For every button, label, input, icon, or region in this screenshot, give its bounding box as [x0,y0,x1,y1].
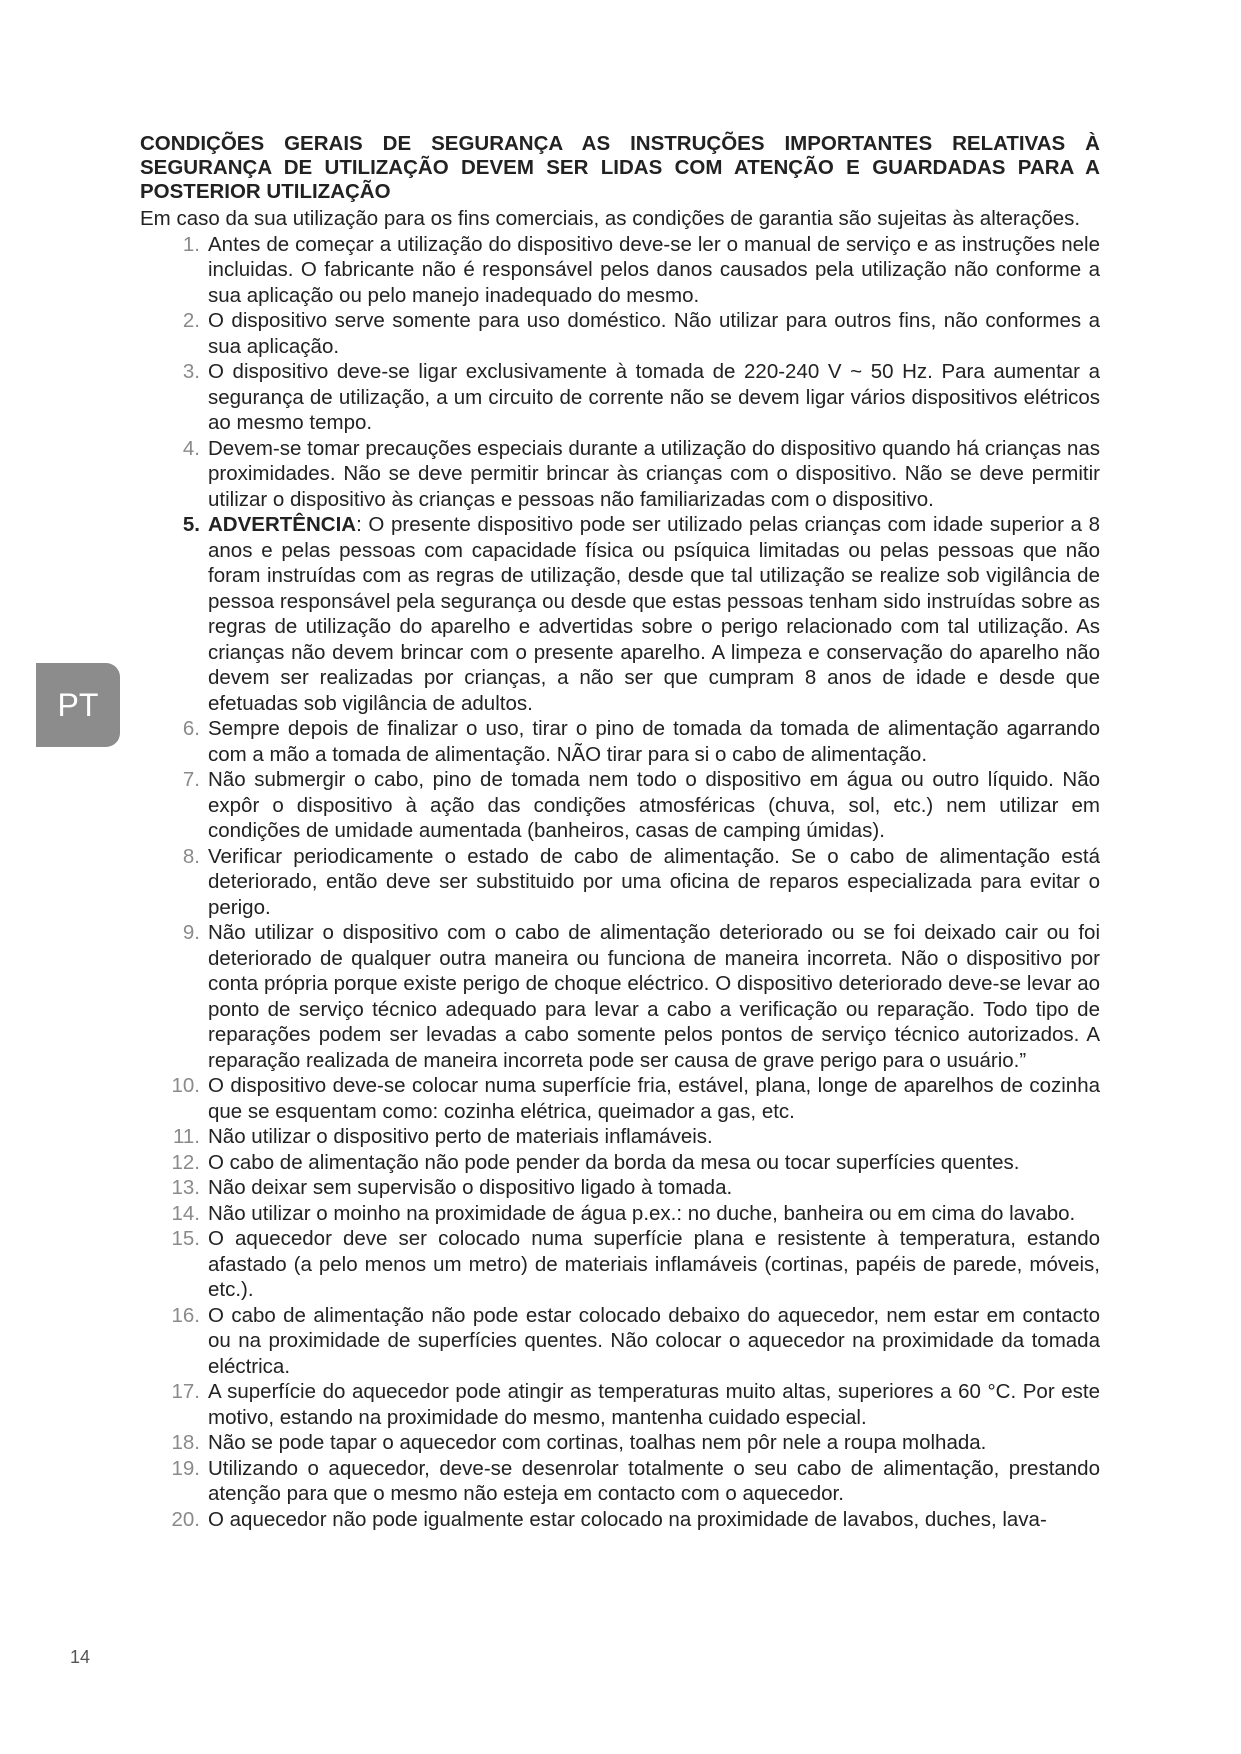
list-item [140,920,1100,1073]
list-item [140,1507,1100,1533]
list-item [140,232,1100,309]
language-tab: PT [36,663,120,747]
item-number: 13. [171,1176,200,1199]
intro-paragraph: Em caso da sua utilização para os fins comerciais, as condições de garantia são sujeitas às alterações. [140,207,1081,230]
item-number: 12. [171,1150,200,1174]
item-text: Não submergir o cabo, pino de tomada nem todo o dispositivo em água ou outro líquido. Não expôr o dispositivo à ação das condições atmosféricas (chuva, sol, etc.) nem utilizar em condições de umidade aumentada (banheiros, casas de camping úmidas). [208,768,1100,842]
item-text: O cabo de alimentação não pode estar colocado debaixo do aquecedor, nem estar em contacto ou na proximidade de superfícies quentes. Não colocar o aquecedor na proximidade da tomada eléctrica. [208,1303,1100,1378]
item-text: Sempre depois de finalizar o uso, tirar o pino de tomada da tomada de alimentação agarrando com a mão a tomada de alimentação. NÃO tirar para si o cabo de alimentação. [208,717,1100,766]
item-text: Verificar periodicamente o estado de cabo de alimentação. Se o cabo de alimentação está deteriorado, então deve ser substituido por uma oficina de reparos especializada para evitar o perigo. [208,844,1100,919]
item-text: Utilizando o aquecedor, deve-se desenrolar totalmente o seu cabo de alimentação, prestando atenção para que o mesmo não esteja em contacto com o aquecedor. [208,1456,1100,1505]
item-text: O dispositivo serve somente para uso doméstico. Não utilizar para outros fins, não conformes a sua aplicação. [208,309,1100,358]
item-number: 17. [171,1380,200,1403]
warning-label: ADVERTÊNCIA [208,513,357,536]
list-item [140,1456,1100,1507]
list-item [140,1124,1100,1150]
item-number: 11. [173,1125,200,1148]
item-text: Devem-se tomar precauções especiais durante a utilização do dispositivo quando há crianças nas proximidades. Não se deve permitir brincar às crianças com o dispositivo. Não se deve permitir utilizar o dispositivo às crianças e pessoas não familiarizadas com o dispositivo. [208,436,1100,511]
list-item [140,1150,1100,1176]
list-item [140,767,1100,844]
item-text: O dispositivo deve-se colocar numa superfície fria, estável, plana, longe de aparelhos de cozinha que se esquentam como: cozinha elétrica, queimador a gas, etc. [208,1074,1100,1123]
item-text: O aquecedor deve ser colocado numa superfície plana e resistente à temperatura, estando afastado (a pelo menos um metro) de materiais inflamáveis (cortinas, papéis de parede, móveis, etc.). [208,1227,1100,1301]
item-number: 19. [171,1456,200,1480]
list-item [140,308,1100,359]
item-number: 8. [182,844,200,868]
item-text: Não deixar sem supervisão o dispositivo ligado à tomada. [208,1176,733,1199]
item-number: 10. [171,1074,200,1097]
item-text: A superfície do aquecedor pode atingir as temperaturas muito altas, superiores a 60 °C. Por este motivo, estando na proximidade do mesmo, mantenha cuidado especial. [208,1380,1100,1429]
safety-heading: CONDIÇÕES GERAIS DE SEGURANÇA AS INSTRUÇÕES IMPORTANTES RELATIVAS À SEGURANÇA DE UTILIZAÇÃO DEVEM SER LIDAS COM ATENÇÃO E GUARDADAS PARA A POSTERIOR UTILIZAÇÃO [140,132,1100,203]
list-item [140,1201,1100,1227]
list-item [140,1073,1100,1124]
list-item [140,1303,1100,1380]
item-text: O aquecedor não pode igualmente estar colocado na proximidade de lavabos, duches, lava- [208,1507,1047,1531]
list-item [140,844,1100,921]
item-text: O cabo de alimentação não pode pender da borda da mesa ou tocar superfícies quentes. [208,1150,1020,1174]
item-number: 14. [171,1201,200,1225]
item-number: 7. [182,768,200,791]
item-text: Não utilizar o moinho na proximidade de água p.ex.: no duche, banheira ou em cima do lavabo. [208,1201,1076,1225]
item-number: 9. [182,921,200,944]
list-item [140,1379,1100,1430]
item-number: 6. [182,717,200,740]
list-item [140,359,1100,436]
item-text: Não se pode tapar o aquecedor com cortinas, toalhas nem pôr nele a roupa molhada. [208,1431,987,1454]
list-item [140,1175,1100,1201]
item-text: Não utilizar o dispositivo com o cabo de alimentação deteriorado ou se foi deixado cair ou foi deteriorado de qualquer outra maneira ou funciona de maneira incorreta. Não o dispositivo por conta própria porque existe perigo de choque eléctrico. O dispositivo deteriorado deve-se levar ao ponto de serviço técnico adequado para levar a cabo a verificação ou reparação. Todo tipo de reparações podem ser levadas a cabo somente pelos pontos de serviço técnico autorizados. A reparação realizada de maneira incorreta pode ser causa de grave perigo para o usuário.” [208,921,1100,1072]
item-text: O dispositivo deve-se ligar exclusivamente à tomada de 220-240 V ~ 50 Hz. Para aumentar a segurança de utilização, a um circuito de corrente não se devem ligar vários dispositivos elétricos ao mesmo tempo. [208,360,1100,434]
page-number: 14 [70,1647,91,1667]
item-number: 5. [182,513,200,536]
item-number: 2. [182,309,200,332]
list-item [140,1226,1100,1303]
list-item [140,436,1100,513]
item-text: Antes de começar a utilização do dispositivo deve-se ler o manual de serviço e as instruções nele incluidas. O fabricante não é responsável pelos danos causados pela utilização não conforme a sua aplicação ou pelo manejo inadequado do mesmo. [208,232,1100,307]
item-number: 3. [182,360,200,383]
item-number: 16. [171,1303,200,1327]
instructions-list [140,232,1100,1533]
item-number: 15. [171,1227,200,1250]
item-number: 4. [182,436,200,460]
item-number: 18. [171,1431,200,1454]
item-number: 1. [182,232,200,256]
document-body [140,132,1100,1532]
list-item [140,716,1100,767]
list-item [140,1430,1100,1456]
item-number: 20. [171,1507,200,1531]
list-item-warning [140,512,1100,716]
item-text: : O presente dispositivo pode ser utilizado pelas crianças com idade superior a 8 anos e pelas pessoas com capacidade física ou psíquica limitadas ou pelas pessoas que não foram instruídas com as regras de utilização, desde que tal utilização se realize sob vigilância de pessoa responsável pela segurança ou desde que estas pessoas tenham sido instruídas sobre as regras de utilização do aparelho e advertidas sobre o perigo relacionado com tal utilização. As crianças não devem brincar com o presente aparelho. A limpeza e conservação do aparelho não devem ser realizadas por crianças, a não ser que cumpram 8 anos de idade e desde que efetuadas sob vigilância de adultos. [208,513,1100,715]
item-text: Não utilizar o dispositivo perto de materiais inflamáveis. [208,1125,713,1148]
